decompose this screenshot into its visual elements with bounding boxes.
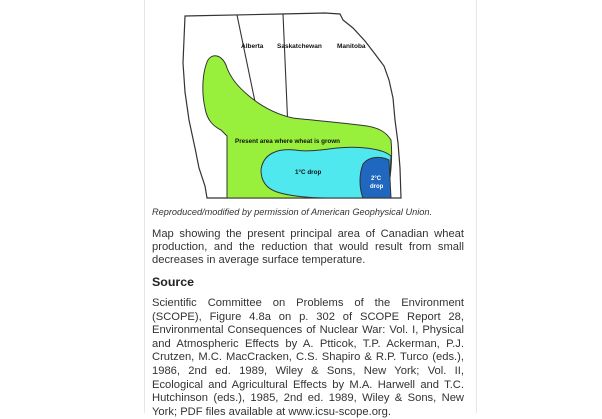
wheat-area-label: Present area where wheat is grown [235,138,340,145]
source-citation: Scientific Committee on Problems of the Environment (SCOPE), Figure 4.8a on p. 302 of SCOPE Report 28, Environmental Consequences of Nuclear War: Vol. I, Physical and Atmospheric Effects by A. Ptticok, T.P. Ackerman, P.J. Crutzen, M.C. MacCracken, C.S. Shapiro & R.P. Turco (eds.), 1986, 2nd ed. 1989, Wiley & Sons, New York; Vol. II, Ecological and Agricultural Effects by M.A. Harwell and T.C. Hutchinson (eds.), 1985, 2nd ed. 1989, Wiley & Sons, New York; PDF files available at www.icsu-scope.org. [152,297,464,418]
map-description: Map showing the present principal area of Canadian wheat production, and the reduction that would result from small decreases in average surface temperature. [152,228,464,267]
two-degree-drop-label-line1: 2°C [371,176,382,182]
map-figure [177,8,403,206]
image-credit: Reproduced/modified by permission of American Geophysical Union. [152,207,433,217]
one-degree-drop-label: 1°C drop [295,169,322,176]
province-label-alberta: Alberta [241,43,264,50]
province-label-manitoba: Manitoba [337,43,366,50]
wheat-area-map [177,8,403,206]
province-label-saskatchewan: Saskatchewan [277,43,322,50]
source-heading: Source [152,275,195,289]
two-degree-drop-label-line2: drop [370,184,384,190]
